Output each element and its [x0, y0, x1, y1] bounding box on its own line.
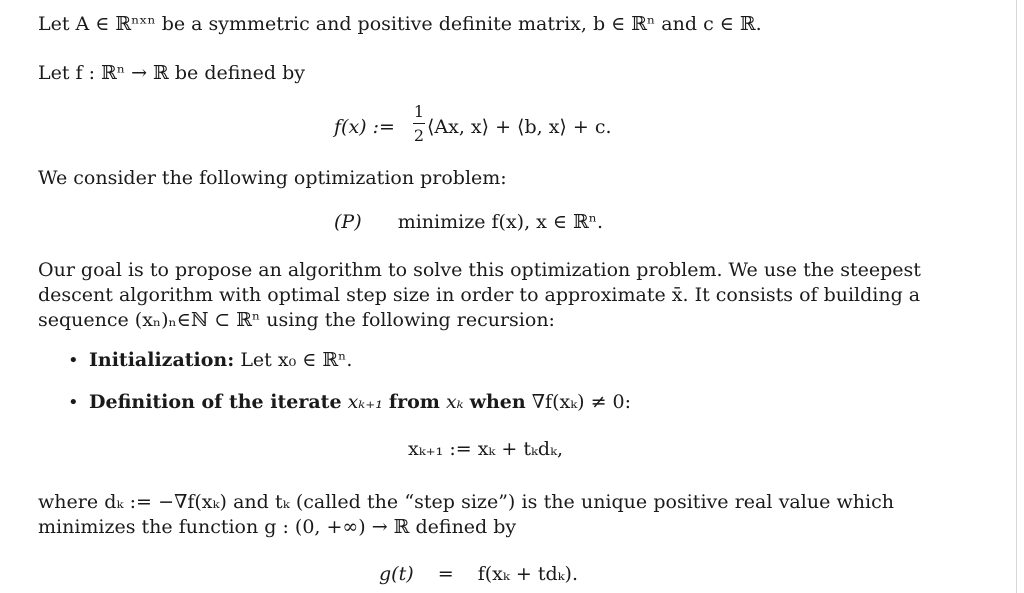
problem-label: (P)	[334, 211, 362, 233]
paragraph-matrix-definition: Let A ∈ ℝⁿˣⁿ be a symmetric and positive definite matrix, b ∈ ℝⁿ and c ∈ ℝ.	[38, 13, 762, 35]
goal-line-3: sequence (xₙ)ₙ∈ℕ ⊂ ℝⁿ using the following recursion:	[38, 309, 555, 331]
page-edge-divider	[1016, 0, 1017, 593]
equation-rhs: ⟨Ax, x⟩ + ⟨b, x⟩ + c.	[427, 116, 612, 138]
equation-lhs: f(x) :=	[334, 116, 395, 138]
bullet-iterate-definition	[89, 390, 631, 415]
step-size-line-1: where dₖ := −∇f(xₖ) and tₖ (called the “step size”) is the unique positive real value which	[38, 491, 894, 513]
equation-problem-p	[334, 211, 603, 233]
fraction-numerator: 1	[413, 102, 425, 121]
bullet-dot-2: •	[68, 392, 79, 413]
bullet-iterate-math-a: xₖ₊₁	[347, 391, 383, 413]
paragraph-step-size	[38, 490, 894, 540]
paragraph-goal	[38, 258, 921, 333]
problem-body: minimize f(x), x ∈ ℝⁿ.	[397, 211, 604, 233]
bullet-iterate-math-c: ∇f(xₖ) ≠ 0:	[531, 391, 632, 413]
bullet-initialization	[89, 348, 352, 373]
g-rhs: f(xₖ + tdₖ).	[477, 563, 579, 585]
equation-g-definition	[379, 563, 578, 585]
bullet-iterate-math-b: xₖ	[445, 391, 464, 413]
fraction-denominator: 2	[413, 126, 425, 145]
bullet-initialization-label: Initialization:	[89, 349, 235, 371]
equation-iterate-recursion: xₖ₊₁ := xₖ + tₖdₖ,	[408, 438, 564, 460]
bullet-iterate-label-b: from	[388, 391, 440, 413]
paragraph-problem-intro: We consider the following optimization problem:	[38, 167, 507, 189]
bullet-iterate-label-a: Definition of the iterate	[89, 391, 342, 413]
goal-line-2: descent algorithm with optimal step size in order to approximate x̄. It consists of building a	[38, 284, 921, 306]
step-size-line-2: minimizes the function g : (0, +∞) → ℝ defined by	[38, 516, 517, 538]
bullet-iterate-label-c: when	[469, 391, 526, 413]
fraction-bar	[413, 123, 425, 124]
bullet-dot-1: •	[68, 350, 79, 371]
bullet-initialization-text: Let x₀ ∈ ℝⁿ.	[240, 349, 353, 371]
g-equals: =	[437, 563, 454, 585]
goal-line-1: Our goal is to propose an algorithm to solve this optimization problem. We use the steepest	[38, 259, 921, 281]
g-lhs: g(t)	[379, 563, 414, 585]
paragraph-function-intro: Let f : ℝⁿ → ℝ be defined by	[38, 62, 305, 84]
